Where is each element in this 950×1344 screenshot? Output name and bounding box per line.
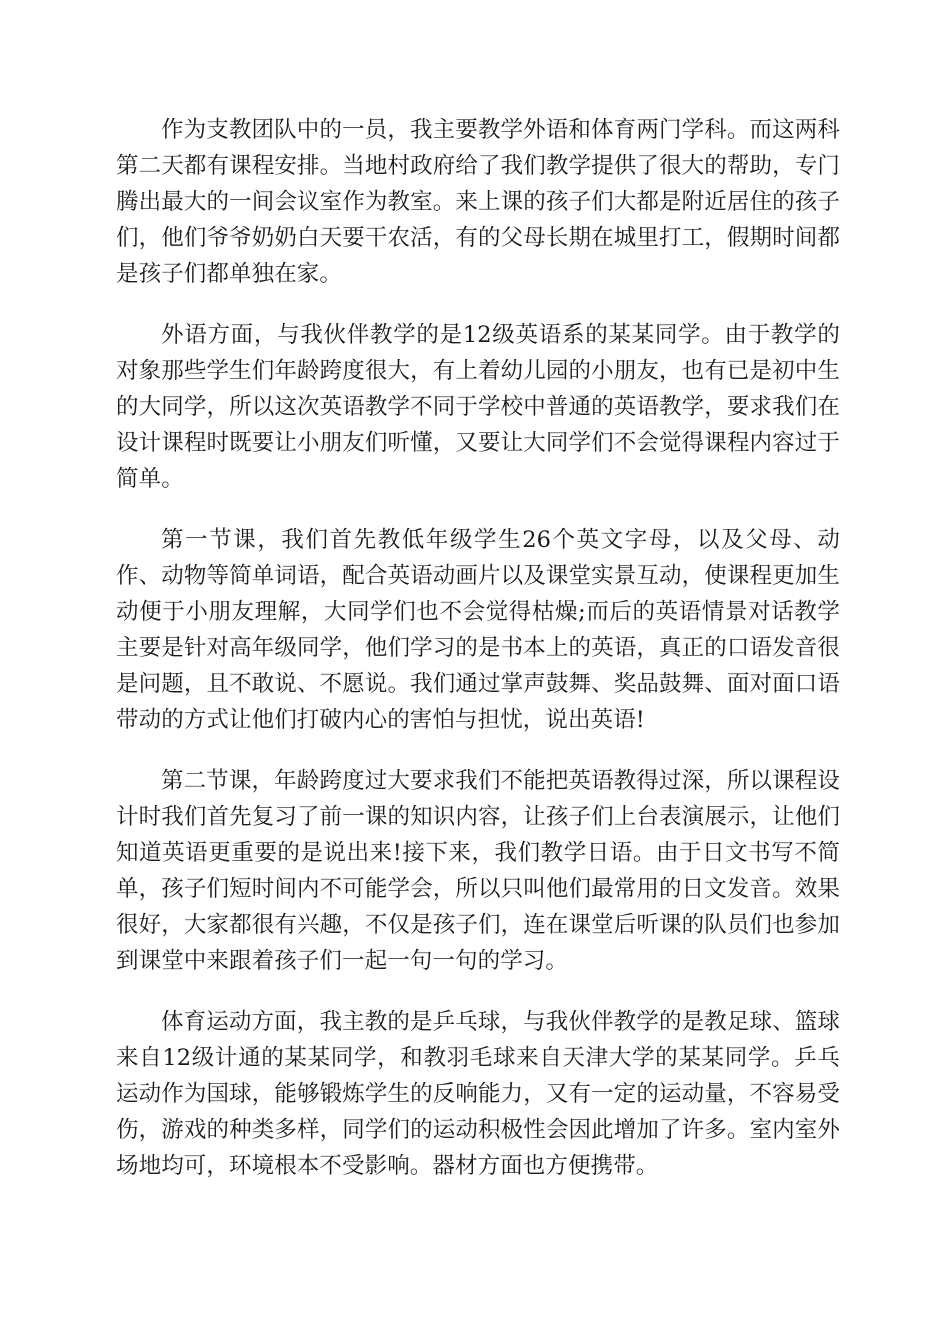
paragraph-intro: 作为支教团队中的一员，我主要教学外语和体育两门学科。而这两科第二天都有课程安排。当地村政府给了我们教学提供了很大的帮助，专门腾出最大的一间会议室作为教室。来上课的孩子们大都是附近居住的孩子们，他们爷爷奶奶白天要干农活，有的父母长期在城里打工，假期时间都是孩子们都单独在家。 (116, 117, 840, 287)
paragraph-first-lesson: 第一节课，我们首先教低年级学生26个英文字母，以及父母、动作、动物等简单词语，配合英语动画片以及课堂实景互动，使课程更加生动便于小朋友理解，大同学们也不会觉得枯燥;而后的英语情景对话教学主要是针对高年级同学，他们学习的是书本上的英语，真正的口语发音很是问题，且不敢说、不愿说。我们通过掌声鼓舞、奖品鼓舞、面对面口语带动的方式让他们打破内心的害怕与担忧，说出英语! (116, 527, 840, 733)
paragraph-foreign-language: 外语方面，与我伙伴教学的是12级英语系的某某同学。由于教学的对象那些学生们年龄跨度很大，有上着幼儿园的小朋友，也有已是初中生的大同学，所以这次英语教学不同于学校中普通的英语教学，要求我们在设计课程时既要让小朋友们听懂，又要让大同学们不会觉得课程内容过于简单。 (116, 322, 840, 492)
document-page (116, 112, 840, 1209)
paragraph-sports: 体育运动方面，我主教的是乒乓球，与我伙伴教学的是教足球、篮球来自12级计通的某某同学，和教羽毛球来自天津大学的某某同学。乒乓运动作为国球，能够锻炼学生的反响能力，又有一定的运动量，不容易受伤，游戏的种类多样，同学们的运动积极性会因此增加了许多。室内室外场地均可，环境根本不受影响。器材方面也方便携带。 (116, 1009, 840, 1179)
paragraph-second-lesson: 第二节课，年龄跨度过大要求我们不能把英语教得过深，所以课程设计时我们首先复习了前一课的知识内容，让孩子们上台表演展示，让他们知道英语更重要的是说出来!接下来，我们教学日语。由于日文书写不简单，孩子们短时间内不可能学会，所以只叫他们最常用的日文发音。效果很好，大家都很有兴趣，不仅是孩子们，连在课堂后听课的队员们也参加到课堂中来跟着孩子们一起一句一句的学习。 (116, 768, 840, 974)
